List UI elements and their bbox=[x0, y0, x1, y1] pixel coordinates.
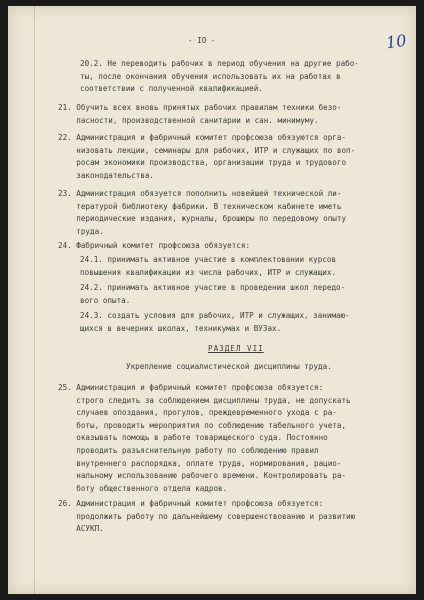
paragraph-24-1: 24.1. принимать активное участие в комплектовании курсов повышения квалификации из числа рабочих, ИТР и служащих. bbox=[80, 255, 337, 277]
paragraph-24-2: 24.2. принимать активное участие в проведении школ передо- вого опыта. bbox=[80, 283, 346, 305]
section-subtitle: Укрепление социалистической дисциплины труда. bbox=[126, 362, 332, 371]
paragraph-22: 22. Администрация и фабричный комитет профсоюза обязуются орга- низовать лекции, семинары для рабочих, ИТР и служащих по воп- росам экономики производства, организации труда и трудового законодательства. bbox=[58, 133, 356, 180]
paragraph-24: 24. Фабричный комитет профсоюза обязуется: bbox=[58, 241, 251, 250]
paragraph-26: 26. Администрация и фабричный комитет профсоюза обязуется: продолжить работу по дальнейшему совершенствованию и развитию АСУКП. bbox=[58, 499, 356, 534]
margin-line bbox=[34, 6, 35, 594]
typed-page-number: - IO - bbox=[188, 36, 216, 45]
handwritten-page-number: 10 bbox=[384, 30, 408, 53]
paragraph-25: 25. Администрация и фабричный комитет профсоюза обязуется: строго следить за соблюдением дисциплины труда, не допускать случаев опоздания, прогулов, преждевременного ухода с ра- боты, проводить мероприятия по соблюдению табельного учета, оказывать помощь в работе товарищеского суда. Постоянно проводить разъяснительную работу по соблюдению правил внутреннего распорядка, оплате труда, нормирования, рацио- нальному использованию рабочего времени. Контролировать ра- боту общественного отдела кадров. bbox=[58, 383, 351, 493]
paragraph-24-3: 24.3. создать условия для рабочих, ИТР и служащих, занимаю- щихся в вечерних школах, техникумах и ВУЗах. bbox=[80, 311, 350, 333]
section-title: РАЗДЕЛ VII bbox=[208, 344, 264, 353]
paragraph-21: 21. Обучить всех вновь принятых рабочих правилам техники безо- пасности, производственной санитарии и сан. минимуму. bbox=[58, 103, 342, 125]
paragraph-23: 23. Администрация обязуется пополнить новейшей технической ли- тературой библиотеку фабрики. В техническом кабинете иметь периодические издания, журналы, брошюры по передовому опыту труда. bbox=[58, 189, 347, 236]
paragraph-20-2: 20.2. Не переводить рабочих в период обучения на другие рабо- ты, после окончания обучения использовать их на работах в соответствии с полученной квалификацией. bbox=[80, 59, 359, 94]
document-page bbox=[8, 6, 416, 594]
